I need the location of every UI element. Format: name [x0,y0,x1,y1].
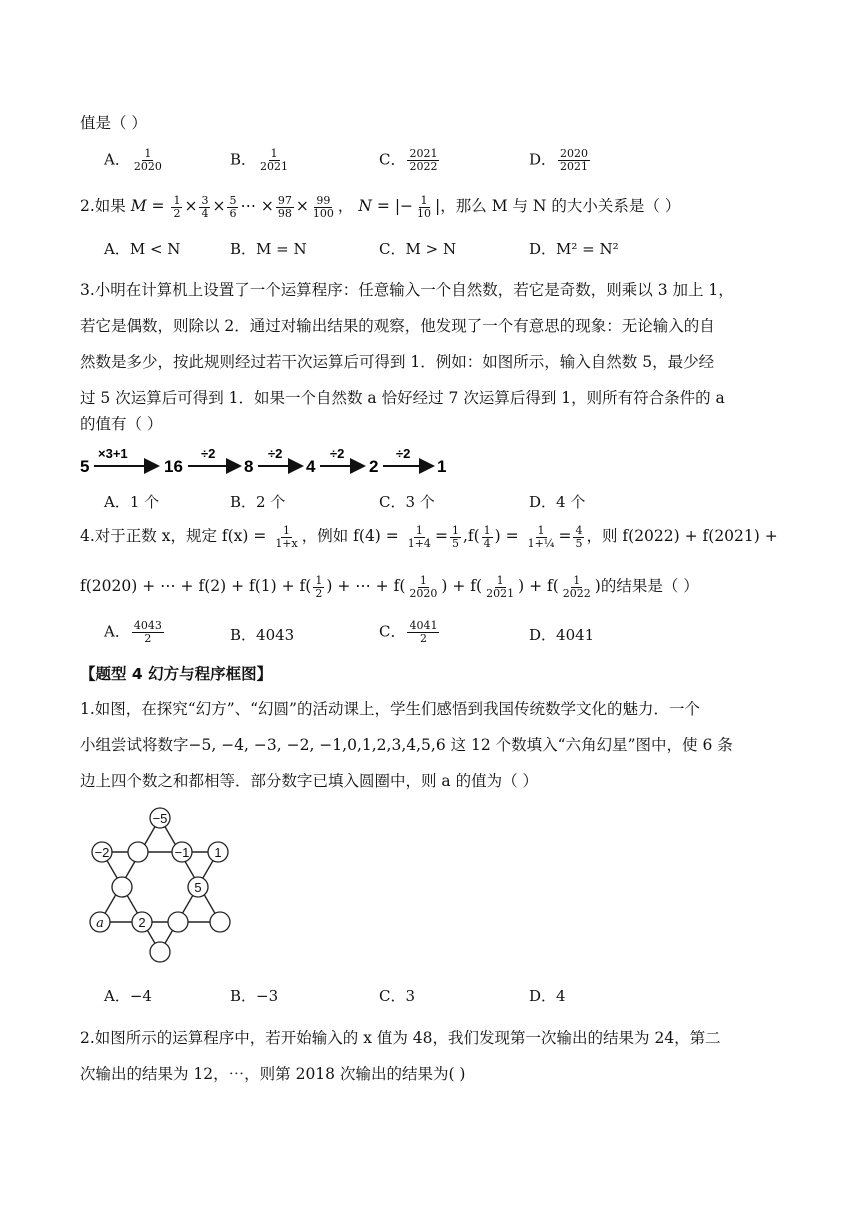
problem-1-line-2: 小组尝试将数字−5, −4, −3, −2, −1,0,1,2,3,4,5,6 这 12 个数填入“六角幻星”图中，使 6 条 [80,736,733,754]
question-3-option-c: C．3 个 [379,493,435,511]
process-flow-diagram [78,445,458,481]
question-4-option-a: A． $\frac{4043}{2}$ [104,619,162,645]
question-4-option-b: B．4043 [230,626,295,644]
label-left: −2 [94,845,110,860]
node-lower-mid-right [168,912,188,932]
flow-node-2: 16 [164,457,183,476]
flow-node-3: 8 [244,457,254,476]
problem-1-option-d: D．4 [529,987,566,1005]
problem-1-option-a: A．−4 [104,987,152,1005]
label-a: a [96,916,104,931]
question-2-stem: 2.如果 M = $\frac{1}{2}$ × $\frac{3}{4}$ × $\frac{5}{6}$ ⋯ × $\frac{97}{98}$ × $\frac{99}{100}$ ， N = |− $\frac{1}{10}$ |，那么 M 与 N 的大小关系是（ ） [80,193,681,220]
prev-option-b: B． $\frac{1}{2021}$ [230,147,289,173]
hexagram-figure [80,800,240,972]
flow-node-5: 2 [369,457,379,476]
node-bottom [150,942,170,962]
label-mid: −1 [174,845,190,860]
question-2-option-b: B．M = N [230,240,307,258]
node-mid-left [112,877,132,897]
flow-node-6: 1 [437,457,447,476]
prev-option-c: C． $\frac{2021}{2022}$ [379,147,438,173]
flow-op-5: ÷2 [396,446,411,461]
flow-op-2: ÷2 [201,446,216,461]
question-3-option-d: D．4 个 [529,493,586,511]
flow-node-4: 4 [306,457,316,476]
flow-node-1: 5 [80,457,90,476]
problem-1-line-1: 1.如图，在探究“幻方”、“幻圆”的活动课上，学生们感悟到我国传统数学文化的魅力．一个 [80,700,700,718]
question-3-line-5: 的值有（ ） [80,415,163,433]
question-3-line-1: 3.小明在计算机上设置了一个运算程序：任意输入一个自然数，若它是奇数，则乘以 3 加上 1， [80,281,734,299]
question-2-option-c: C．M > N [379,240,457,258]
prev-question-tail: 值是（ ） [80,114,147,132]
problem-1-option-b: B．−3 [230,987,279,1005]
question-3-line-3: 然数是多少，按此规则经过若干次运算后可得到 1．例如：如图所示，输入自然数 5，最少经 [80,353,715,371]
question-3-line-4: 过 5 次运算后可得到 1．如果一个自然数 a 恰好经过 7 次运算后得到 1，则所有符合条件的 a [80,389,725,407]
question-3-option-a: A．1 个 [104,493,160,511]
label-two: 2 [138,915,146,930]
node-upper-mid-left [128,842,148,862]
label-right: 1 [214,845,222,860]
flow-op-3: ÷2 [268,446,283,461]
problem-2-line-2: 次输出的结果为 12，⋯，则第 2018 次输出的结果为( ) [80,1065,466,1083]
problem-1-option-c: C．3 [379,987,416,1005]
node-right-bottom [210,912,230,932]
question-3-option-b: B．2 个 [230,493,286,511]
question-4-line-2: f(2020) + ⋯ + f(2) + f(1) + f( $\frac{1}{2}$ ) + ⋯ + f( $\frac{1}{2020}$ ) + f( $\frac{1}{2021}$ ) + f( $\frac{1}{2022}$ )的结果是（ ） [80,573,699,600]
section-heading: 【题型 4 幻方与程序框图】 [80,665,273,683]
prev-option-d: D． $\frac{2020}{2021}$ [529,147,589,173]
question-4-line-1: 4.对于正数 x，规定 f(x) = $\frac{1}{1+x}$ ，例如 f(4) = $\frac{1}{1+4}$ = $\frac{1}{5}$ ,f( $\frac{1}{4}$ ) = $\frac{1}{\text{1+¼}}$ = $\frac{4}{5}$ ，则 f(2022) + f(2021) + [80,523,778,550]
label-five: 5 [194,880,202,895]
problem-2-line-1: 2.如图所示的运算程序中，若开始输入的 x 值为 48，我们发现第一次输出的结果为 24，第二 [80,1029,721,1047]
flow-op-1: ×3+1 [98,446,128,461]
question-4-option-d: D．4041 [529,626,595,644]
question-3-line-2: 若它是偶数，则除以 2．通过对输出结果的观察，他发现了一个有意思的现象：无论输入的自 [80,317,715,335]
question-4-option-c: C． $\frac{4041}{2}$ [379,619,438,645]
question-2-option-a: A．M < N [104,240,181,258]
flow-op-4: ÷2 [330,446,345,461]
problem-1-line-3: 边上四个数之和都相等．部分数字已填入圆圈中，则 a 的值为（ ） [80,772,539,790]
prev-option-a: A． $\frac{1}{2020}$ [104,147,162,173]
label-top: −5 [152,811,168,826]
question-2-option-d: D．M² = N² [529,240,619,258]
